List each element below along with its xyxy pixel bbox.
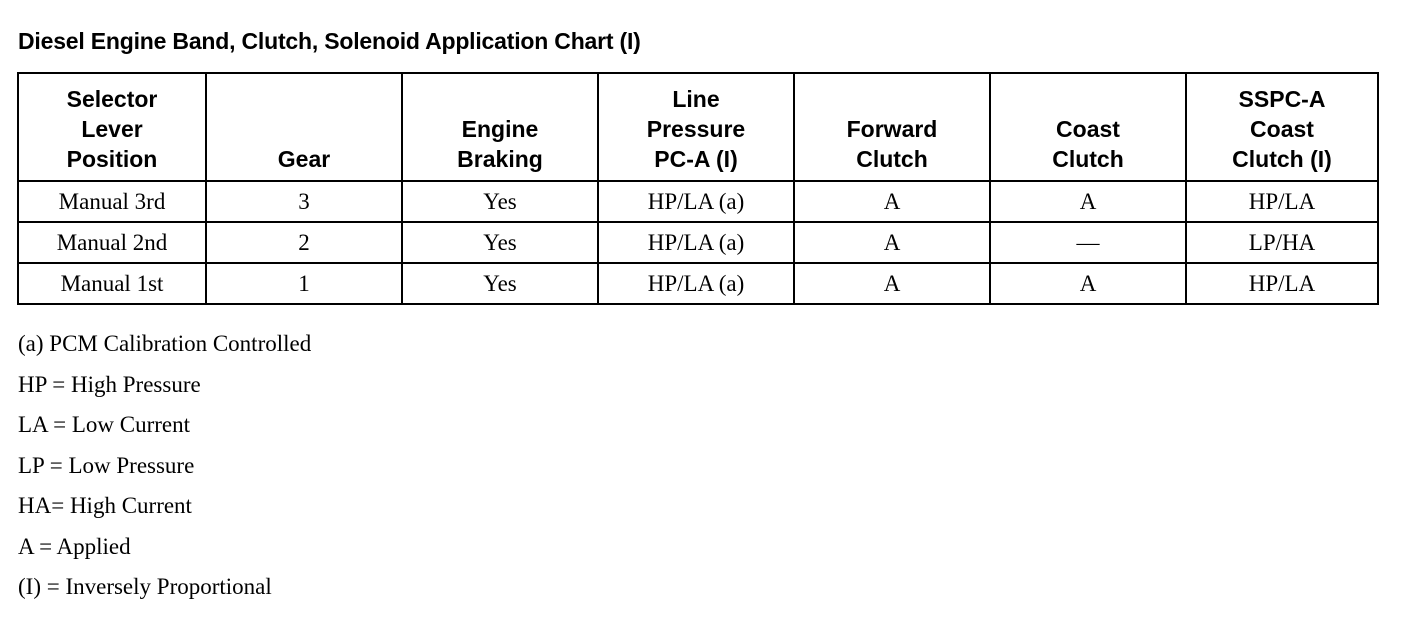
cell-sspc-a: LP/HA xyxy=(1186,222,1378,263)
cell-engine-braking: Yes xyxy=(402,263,598,304)
cell-gear: 2 xyxy=(206,222,402,263)
cell-line-pressure: HP/LA (a) xyxy=(598,263,794,304)
table-row xyxy=(18,181,1378,222)
cell-forward-clutch: A xyxy=(794,222,990,263)
header-line-pressure: Line Pressure PC-A (I) xyxy=(598,73,794,181)
cell-engine-braking: Yes xyxy=(402,181,598,222)
cell-forward-clutch: A xyxy=(794,263,990,304)
legend-notes xyxy=(18,326,311,610)
cell-forward-clutch: A xyxy=(794,181,990,222)
note-item: LP = Low Pressure xyxy=(18,452,195,478)
header-sspc-a-coast-clutch: SSPC-A Coast Clutch (I) xyxy=(1186,73,1378,181)
chart-title: Diesel Engine Band, Clutch, Solenoid Application Chart (I) xyxy=(18,28,641,54)
table-row xyxy=(18,222,1378,263)
note-item: A = Applied xyxy=(18,533,131,559)
header-engine-braking: Engine Braking xyxy=(402,73,598,181)
cell-gear: 1 xyxy=(206,263,402,304)
header-selector-lever-position: Selector Lever Position xyxy=(18,73,206,181)
cell-engine-braking: Yes xyxy=(402,222,598,263)
note-item: (a) PCM Calibration Controlled xyxy=(18,331,312,356)
header-row xyxy=(18,73,1378,181)
note-item: (I) = Inversely Proportional xyxy=(18,574,272,599)
note-item: HA= High Current xyxy=(18,493,192,518)
cell-sspc-a: HP/LA xyxy=(1186,263,1378,304)
cell-gear: 3 xyxy=(206,181,402,222)
note-item: HP = High Pressure xyxy=(18,371,201,397)
header-coast-clutch: Coast Clutch xyxy=(990,73,1186,181)
cell-sspc-a: HP/LA xyxy=(1186,181,1378,222)
table-row xyxy=(18,263,1378,304)
cell-coast-clutch: — xyxy=(990,222,1186,263)
application-chart-table xyxy=(17,72,1379,305)
header-gear: Gear xyxy=(206,73,402,181)
cell-coast-clutch: A xyxy=(990,263,1186,304)
cell-line-pressure: HP/LA (a) xyxy=(598,222,794,263)
cell-selector: Manual 3rd xyxy=(18,181,206,222)
note-item: LA = Low Current xyxy=(18,412,191,437)
cell-selector: Manual 2nd xyxy=(18,222,206,263)
cell-line-pressure: HP/LA (a) xyxy=(598,181,794,222)
header-forward-clutch: Forward Clutch xyxy=(794,73,990,181)
cell-coast-clutch: A xyxy=(990,181,1186,222)
cell-selector: Manual 1st xyxy=(18,263,206,304)
